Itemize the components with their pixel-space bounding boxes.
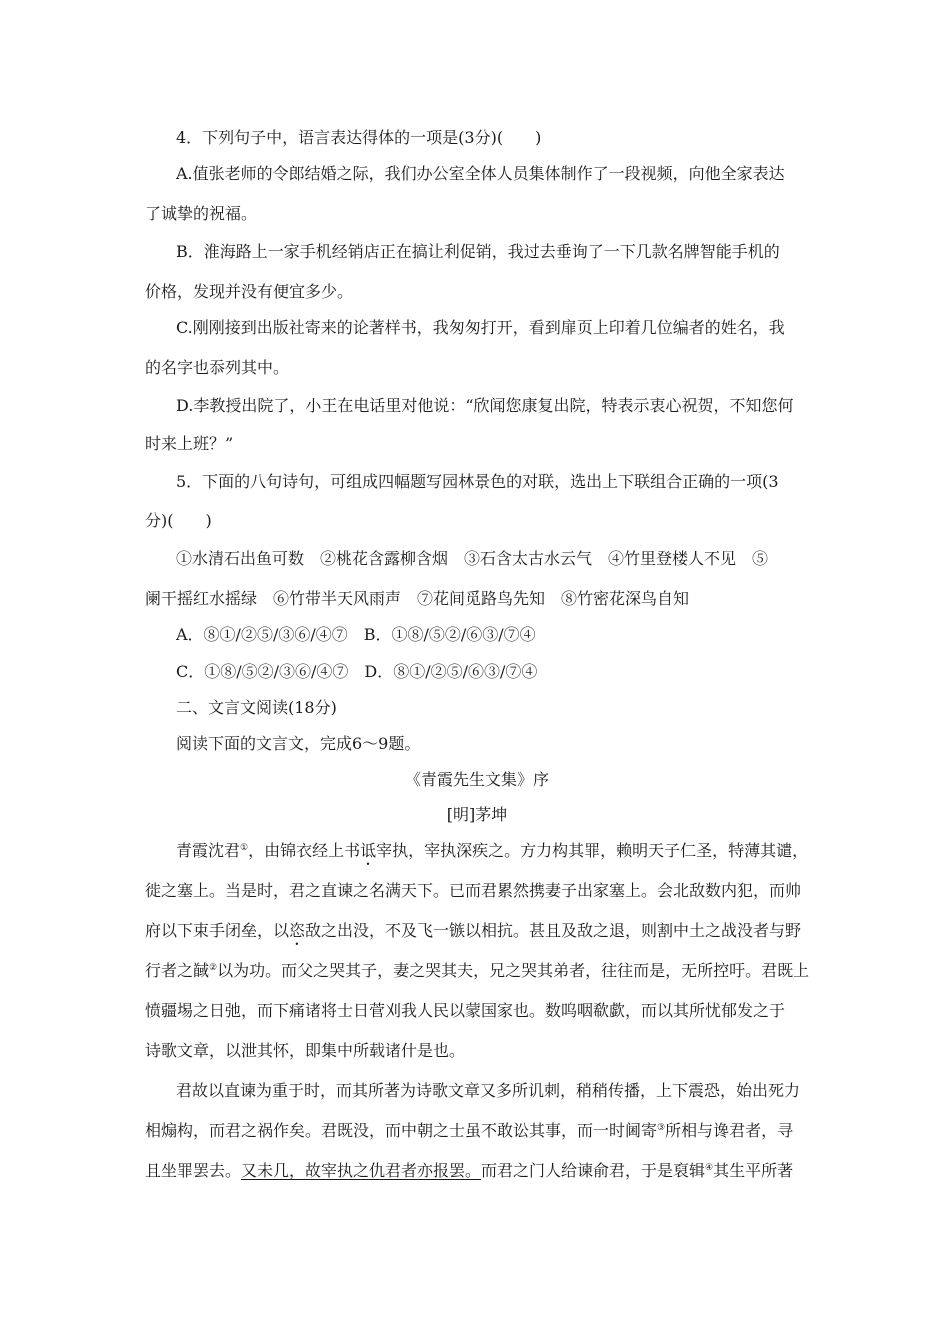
question-5-stem-cont: 分)( ) <box>145 511 212 530</box>
text-span: 而君之门人给谏俞君，于是裒辑 <box>481 1161 706 1180</box>
question-5-poems-cont: 阑干摇红水摇绿 ⑥竹带半天风雨声 ⑦花间觅路鸟先知 ⑧竹密花深鸟自知 <box>145 589 690 608</box>
emphasized-character: 诋 <box>360 841 377 860</box>
emphasized-character: 恣 <box>289 921 306 940</box>
passage-line <box>145 960 809 982</box>
text-span: 行者之馘 <box>145 961 210 980</box>
question-4-option-b: B．淮海路上一家手机经销店正在搞让利促销，我过去垂询了一下几款名牌智能手机的 <box>176 242 780 261</box>
underlined-sentence: 又未几，故宰执之仇君者亦报罢。 <box>241 1161 482 1180</box>
passage-line: 愤疆埸之日弛，而下痛诸将士日菅刈我人民以蒙国家也。数呜咽欷歔，而以其所忧郁发之于 <box>145 1001 786 1020</box>
passage-line: 君故以直谏为重于时，而其所著为诗歌文章又多所讥刺，稍稍传播，上下震恐，始出死力 <box>176 1081 801 1100</box>
text-span: 宰执，宰执深疾之。方力构其罪，赖明天子仁圣，特薄其谴， <box>376 841 809 860</box>
footnote-marker: ① <box>240 843 249 853</box>
text-span: 府以下束手闭垒，以 <box>145 921 290 940</box>
passage-line <box>145 1120 809 1142</box>
question-4-option-c: C.刚刚接到出版社寄来的论著样书，我匆匆打开，看到扉页上印着几位编者的姓名，我 <box>176 318 785 337</box>
footnote-marker: ② <box>209 963 218 973</box>
passage-line: 诗歌文章，以泄其怀，即集中所载诸什是也。 <box>145 1041 466 1060</box>
passage-line <box>145 1160 809 1182</box>
question-4-option-b-cont: 价格，发现并没有便宜多少。 <box>145 282 354 301</box>
question-5-poems: ①水清石出鱼可数 ②桃花含露柳含烟 ③石含太古水云气 ④竹里登楼人不见 ⑤ <box>176 549 769 568</box>
passage-line <box>145 920 809 949</box>
question-5-options-cd: C．①⑧/⑤②/③⑥/④⑦ D．⑧①/②⑤/⑥③/⑦④ <box>176 662 538 681</box>
section-heading: 二、文言文阅读(18分) <box>176 698 337 717</box>
question-4-stem: 4．下列句子中，语言表达得体的一项是(3分)( ) <box>176 128 542 147</box>
text-span: 且坐罪罢去。 <box>145 1161 242 1180</box>
text-span: 敌之出没，不及飞一镞以相抗。甚且及敌之退，则割中土之战没者与野 <box>305 921 802 940</box>
footnote-marker: ③ <box>657 1123 666 1133</box>
passage-author: [明]茅坤 <box>446 805 508 824</box>
text-span: 所相与谗君者，寻 <box>665 1121 794 1140</box>
question-4-option-c-cont: 的名字也忝列其中。 <box>145 358 290 377</box>
text-span: 青霞沈君 <box>176 841 241 860</box>
text-span: 相煽构，而君之祸作矣。君既没，而中朝之士虽不敢讼其事，而一时阃寄 <box>145 1121 658 1140</box>
question-4-option-a: A.值张老师的令郎结婚之际，我们办公室全体人员集体制作了一段视频，向他全家表达 <box>176 164 785 183</box>
text-span: 以为功。而父之哭其子，妻之哭其夫，兄之哭其弟者，往往而是，无所控吁。君既上 <box>217 961 809 980</box>
text-span: 其生平所著 <box>713 1161 794 1180</box>
passage-line <box>176 840 809 869</box>
question-4-option-d: D.李教授出院了，小王在电话里对他说：“欣闻您康复出院，特表示衷心祝贺，不知您何 <box>176 396 794 415</box>
footnote-marker: ④ <box>705 1163 714 1173</box>
passage-title: 《青霞先生文集》序 <box>404 770 549 789</box>
text-span: ，由锦衣经上书 <box>248 841 361 860</box>
question-5-options-ab: A．⑧①/②⑤/③⑥/④⑦ B．①⑧/⑤②/⑥③/⑦④ <box>176 625 536 644</box>
question-5-stem: 5．下面的八句诗句，可组成四幅题写园林景色的对联，选出上下联组合正确的一项(3 <box>176 472 779 491</box>
passage-line: 徙之塞上。当是时，君之直谏之名满天下。已而君累然携妻子出家塞上。会北敌数内犯，而帅 <box>145 881 802 900</box>
question-4-option-d-cont: 时来上班？” <box>145 434 234 453</box>
question-4-option-a-cont: 了诚挚的祝福。 <box>145 204 258 223</box>
reading-instruction: 阅读下面的文言文，完成6～9题。 <box>176 734 421 753</box>
